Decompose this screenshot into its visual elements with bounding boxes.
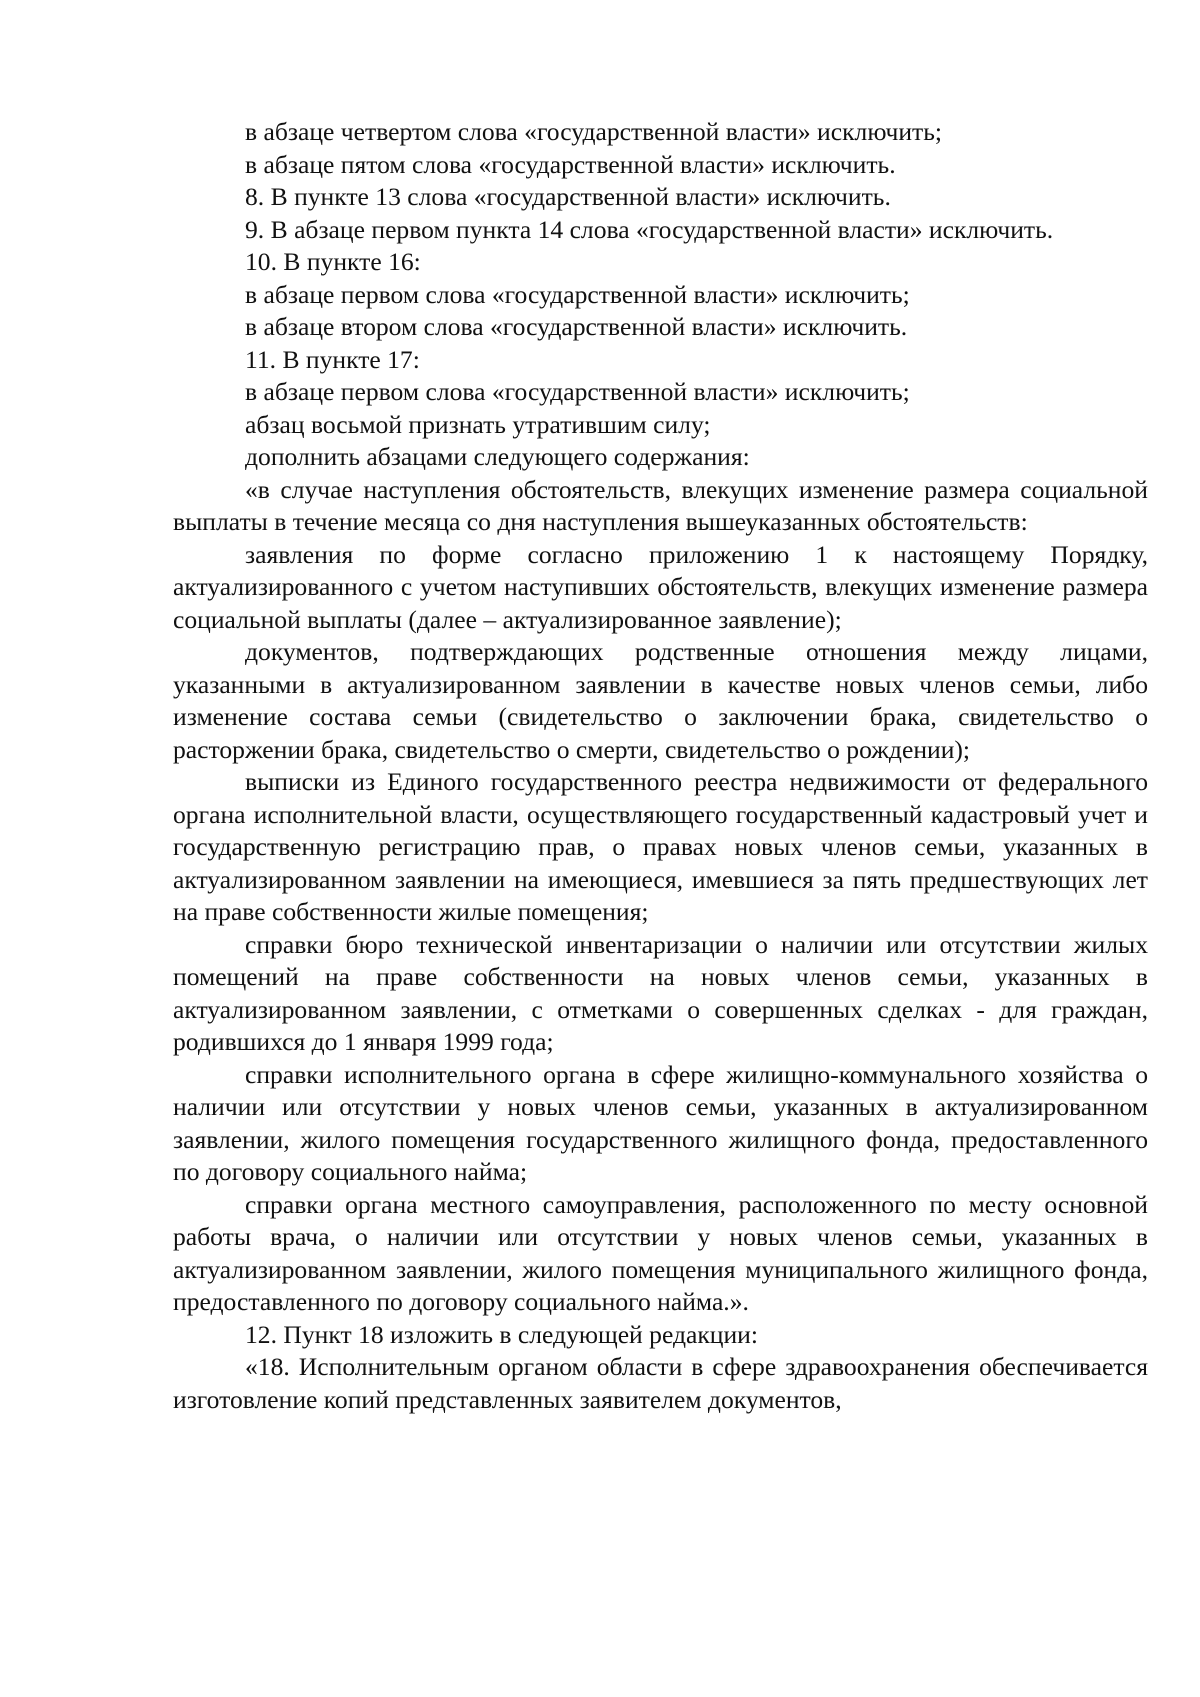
paragraph-17: справки исполнительного органа в сфере жилищно-коммунального хозяйства о наличии или отсутствии у новых членов семьи, указанных в актуализированном заявлении, жилого помещения государственного жилищного фонда, предоставленного по договору социального найма; xyxy=(173,1059,1148,1186)
paragraph-15: выписки из Единого государственного реестра недвижимости от федерального органа исполнительной власти, осуществляющего государственный кадастровый учет и государственную регистрацию прав, о правах новых членов семьи, указанных в актуализированном заявлении на имеющиеся, имевшиеся за пять предшествующих лет на праве собственности жилые помещения; xyxy=(173,767,1148,926)
paragraph-13: заявления по форме согласно приложению 1 к настоящему Порядку, актуализированного с учетом наступивших обстоятельств, влекущих изменение размера социальной выплаты (далее – актуализированное заявление); xyxy=(173,539,1148,634)
paragraph-14: документов, подтверждающих родственные отношения между лицами, указанными в актуализированном заявлении в качестве новых членов семьи, либо изменение состава семьи (свидетельство о заключении брака, свидетельство о расторжении брака, свидетельство о смерти, свидетельство о рождении); xyxy=(173,637,1148,764)
paragraph-12: «в случае наступления обстоятельств, влекущих изменение размера социальной выплаты в течение месяца со дня наступления вышеуказанных обстоятельств: xyxy=(173,474,1148,536)
paragraph-16: справки бюро технической инвентаризации о наличии или отсутствии жилых помещений на праве собственности на новых членов семьи, указанных в актуализированном заявлении, с отметками о совершенных сделках - для граждан, родившихся до 1 января 1999 года; xyxy=(173,929,1148,1056)
paragraph-5: 10. В пункте 16: xyxy=(245,247,421,276)
paragraph-18: справки органа местного самоуправления, расположенного по месту основной работы врача, о наличии или отсутствии у новых членов семьи, указанных в актуализированном заявлении, жилого помещения муниципального жилищного фонда, предоставленного по договору социального найма.». xyxy=(173,1189,1148,1316)
paragraph-10: абзац восьмой признать утратившим силу; xyxy=(245,409,711,439)
paragraph-2: в абзаце пятом слова «государственной власти» исключить. xyxy=(245,149,896,179)
document-body xyxy=(173,116,1148,1416)
paragraph-4: 9. В абзаце первом пункта 14 слова «государственной власти» исключить. xyxy=(245,214,1054,244)
paragraph-1: в абзаце четвертом слова «государственной власти» исключить; xyxy=(245,117,943,146)
paragraph-20: «18. Исполнительным органом области в сфере здравоохранения обеспечивается изготовление копий представленных заявителем документов, xyxy=(173,1352,1148,1414)
paragraph-3: 8. В пункте 13 слова «государственной власти» исключить. xyxy=(245,182,891,211)
paragraph-8: 11. В пункте 17: xyxy=(245,344,420,374)
paragraph-6: в абзаце первом слова «государственной власти» исключить; xyxy=(245,279,910,309)
paragraph-19: 12. Пункт 18 изложить в следующей редакции: xyxy=(245,1319,758,1349)
paragraph-11: дополнить абзацами следующего содержания: xyxy=(245,442,750,471)
paragraph-7: в абзаце втором слова «государственной власти» исключить. xyxy=(245,312,908,341)
paragraph-9: в абзаце первом слова «государственной власти» исключить; xyxy=(245,377,910,406)
